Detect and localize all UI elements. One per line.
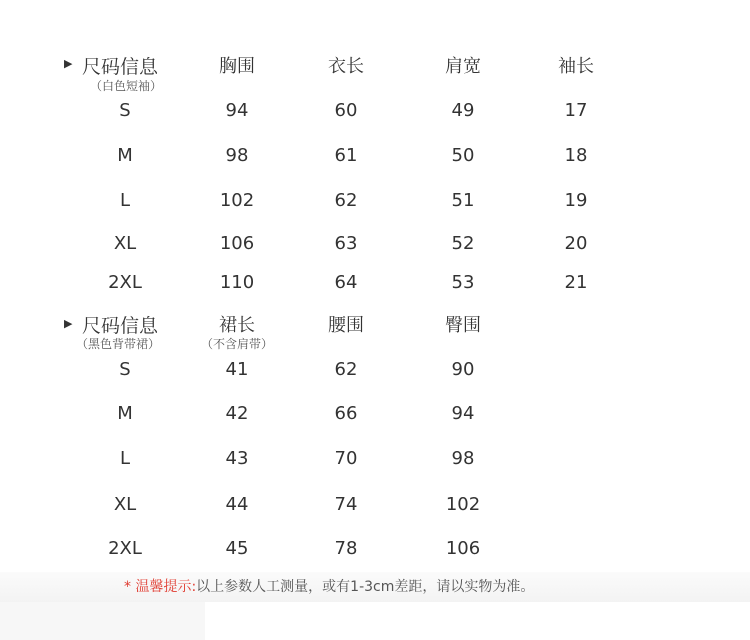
- table1-cell: 17: [564, 100, 588, 121]
- table2-cell: 45: [225, 538, 249, 559]
- table2-cell: 90: [451, 359, 475, 380]
- table1-cell: 19: [564, 190, 588, 211]
- table1-size-label: S: [119, 100, 131, 121]
- table1-size-label: M: [117, 145, 133, 166]
- table1-cell: 50: [451, 145, 475, 166]
- table1-cell: 49: [451, 100, 475, 121]
- measurement-note: [124, 576, 534, 596]
- table1-cell: 52: [451, 233, 475, 254]
- table1-cell: 18: [564, 145, 588, 166]
- table2-size-label: L: [119, 448, 131, 469]
- table2-header: 裙长: [219, 315, 255, 336]
- table2-size-label: XL: [113, 494, 137, 515]
- table1-cell: 20: [564, 233, 588, 254]
- table1-cell: 21: [564, 272, 588, 293]
- table1-cell: 98: [225, 145, 249, 166]
- table2-cell: 98: [451, 448, 475, 469]
- table1-cell: 60: [334, 100, 358, 121]
- table2-cell: 70: [334, 448, 358, 469]
- table1-size-label: XL: [113, 233, 137, 254]
- table2-cell: 102: [445, 494, 481, 515]
- table2-cell: 78: [334, 538, 358, 559]
- table1-size-label: 2XL: [108, 272, 142, 293]
- table1-cell: 94: [225, 100, 249, 121]
- table2-header-note: （不含肩带）: [200, 337, 274, 351]
- footer-background: [0, 602, 205, 640]
- table2-cell: 106: [445, 538, 481, 559]
- table2-cell: 74: [334, 494, 358, 515]
- table1-subtitle: （白色短袖）: [90, 79, 163, 93]
- table2-cell: 94: [451, 403, 475, 424]
- table1-title: 尺码信息: [82, 56, 159, 78]
- table2-cell: 62: [334, 359, 358, 380]
- table1-cell: 61: [334, 145, 358, 166]
- table1-cell: 62: [334, 190, 358, 211]
- table2-cell: 44: [225, 494, 249, 515]
- table1-header: 衣长: [328, 56, 364, 77]
- table2-size-label: S: [119, 359, 131, 380]
- table2-header: 腰围: [328, 315, 364, 336]
- note-lead: 温馨提示:: [135, 579, 197, 595]
- table2-cell: 41: [225, 359, 249, 380]
- table1-size-label: L: [119, 190, 131, 211]
- table2-cell: 43: [225, 448, 249, 469]
- triangle-bullet-icon: ▶: [64, 317, 73, 330]
- table2-subtitle: （黑色背带裙）: [76, 337, 161, 351]
- table2-cell: 66: [334, 403, 358, 424]
- table1-cell: 64: [334, 272, 358, 293]
- note-asterisk: *: [124, 579, 136, 595]
- table1-cell: 53: [451, 272, 475, 293]
- note-text: 以上参数人工测量，或有1-3cm差距，请以实物为准。: [196, 579, 535, 595]
- table2-title: 尺码信息: [82, 315, 159, 337]
- table2-size-label: M: [117, 403, 133, 424]
- table1-cell: 51: [451, 190, 475, 211]
- table1-cell: 106: [219, 233, 255, 254]
- table1-header: 袖长: [558, 56, 594, 77]
- table1-header: 胸围: [219, 56, 255, 77]
- table2-cell: 42: [225, 403, 249, 424]
- table2-size-label: 2XL: [108, 538, 142, 559]
- table2-header: 臀围: [445, 315, 481, 336]
- table1-cell: 63: [334, 233, 358, 254]
- table1-cell: 110: [219, 272, 255, 293]
- table1-cell: 102: [219, 190, 255, 211]
- table1-header: 肩宽: [445, 56, 481, 77]
- triangle-bullet-icon: ▶: [64, 57, 73, 70]
